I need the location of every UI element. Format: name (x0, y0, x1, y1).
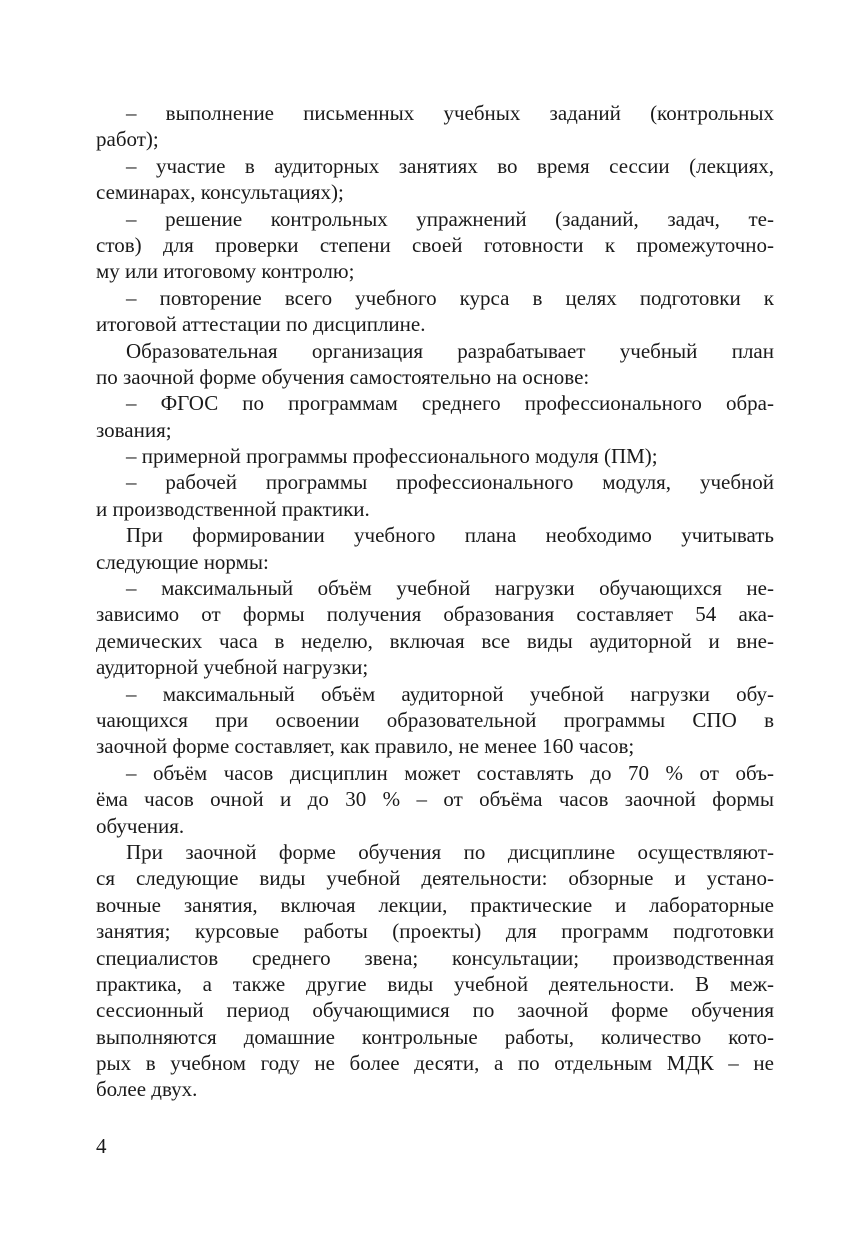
page-number: 4 (96, 1134, 107, 1158)
text-line: заочной форме составляет, как правило, не менее 160 часов; (96, 734, 635, 759)
text-line: следующие нормы: (96, 549, 269, 574)
text-line: стов) для проверки степени своей готовности к промежуточно- (96, 232, 774, 257)
text-line: обучения. (96, 813, 185, 838)
text-line: ёма часов очной и до 30 % – от объёма часов заочной формы (96, 787, 774, 812)
text-line: семинарах, консультациях); (96, 180, 344, 205)
text-line: – максимальный объём учебной нагрузки обучающихся не- (126, 576, 774, 601)
text-line: зависимо от формы получения образования составляет 54 ака- (96, 602, 774, 627)
text-line: – рабочей программы профессионального модуля, учебной (126, 470, 774, 495)
text-line: сессионный период обучающимися по заочной форме обучения (96, 998, 774, 1023)
text-line: итоговой аттестации по дисциплине. (96, 312, 426, 337)
page-body-text (96, 100, 774, 1103)
text-line: вочные занятия, включая лекции, практические и лабораторные (96, 892, 774, 917)
text-line: рых в учебном году не более десяти, а по отдельным МДК – не (96, 1051, 774, 1076)
text-line: При формировании учебного плана необходимо учитывать (126, 523, 774, 548)
text-line: – объём часов дисциплин может составлять до 70 % от объ- (126, 760, 774, 785)
text-line: – повторение всего учебного курса в целях подготовки к (126, 285, 774, 310)
text-line: практика, а также другие виды учебной деятельности. В меж- (96, 971, 774, 996)
text-line: му или итоговому контролю; (96, 259, 355, 284)
text-line: демических часа в неделю, включая все виды аудиторной и вне- (96, 628, 774, 653)
text-line: более двух. (96, 1077, 198, 1102)
text-line: – участие в аудиторных занятиях во время сессии (лекциях, (126, 153, 774, 178)
text-line: – примерной программы профессионального модуля (ПМ); (126, 444, 658, 469)
text-line: выполняются домашние контрольные работы, количество кото- (96, 1024, 774, 1049)
text-line: – максимальный объём аудиторной учебной нагрузки обу- (126, 681, 774, 706)
text-line: – ФГОС по программам среднего профессионального обра- (126, 391, 774, 416)
text-line: работ); (96, 127, 159, 152)
text-line: по заочной форме обучения самостоятельно на основе: (96, 364, 590, 389)
text-line: аудиторной учебной нагрузки; (96, 655, 369, 680)
text-line: и производственной практики. (96, 496, 370, 521)
text-line: специалистов среднего звена; консультации; производственная (96, 945, 774, 970)
text-line: чающихся при освоении образовательной программы СПО в (96, 707, 774, 732)
text-line: зования; (96, 417, 172, 442)
text-line: – выполнение письменных учебных заданий (контрольных (126, 101, 774, 125)
text-line: ся следующие виды учебной деятельности: обзорные и устано- (96, 866, 774, 891)
text-line: – решение контрольных упражнений (заданий, задач, те- (126, 206, 774, 231)
text-line: занятия; курсовые работы (проекты) для программ подготовки (96, 919, 774, 944)
text-line: При заочной форме обучения по дисциплине осуществляют- (126, 839, 774, 864)
text-line: Образовательная организация разрабатывает учебный план (126, 338, 774, 363)
